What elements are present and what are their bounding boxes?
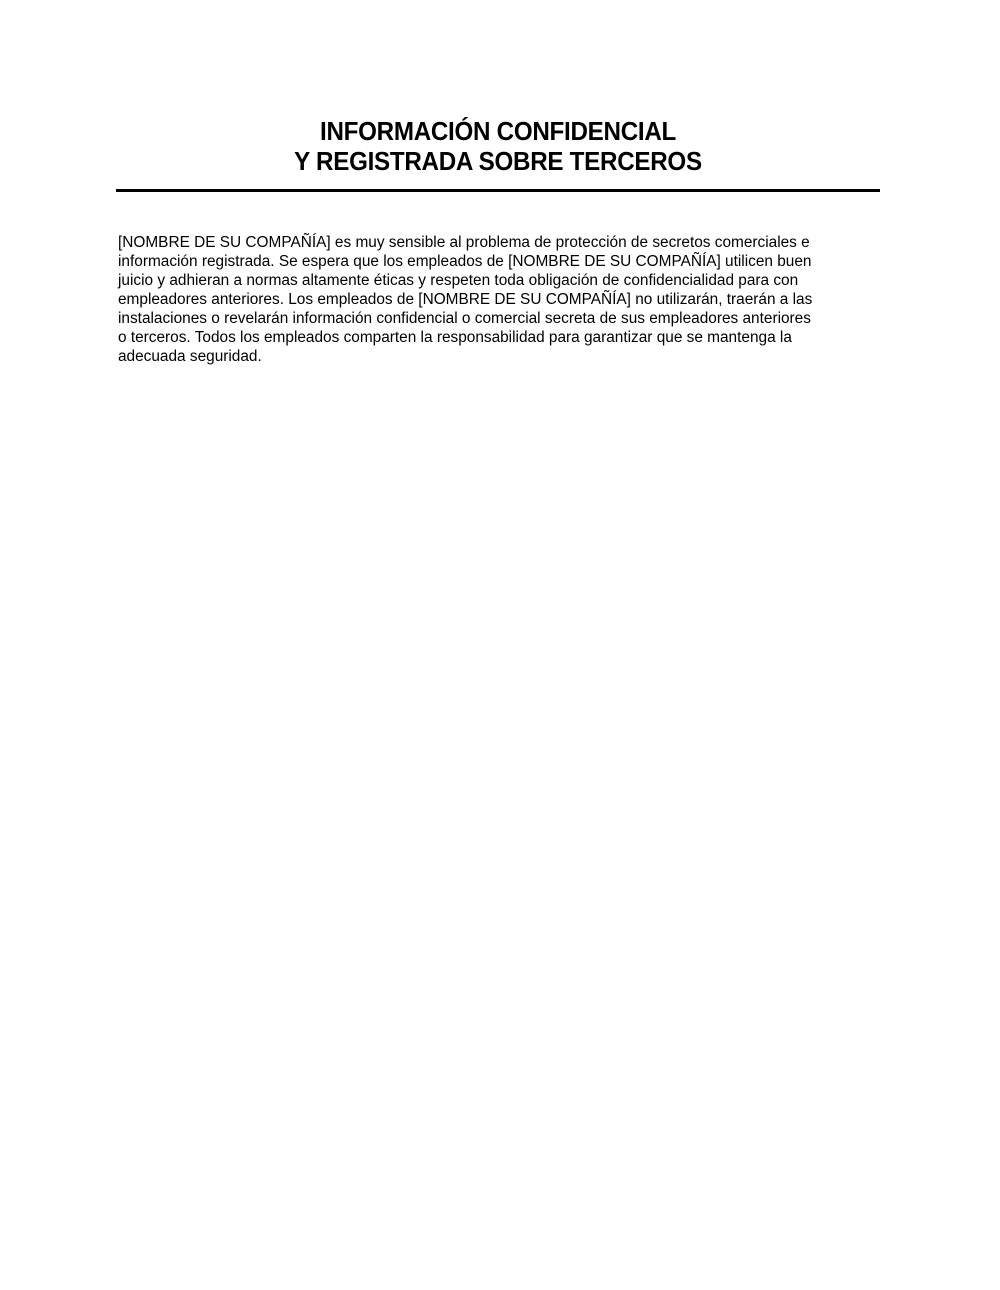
title-divider	[116, 189, 880, 192]
title-line-1: INFORMACIÓN CONFIDENCIAL	[320, 116, 676, 146]
body-line: [NOMBRE DE SU COMPAÑÍA] es muy sensible al problema de protección de secretos comerciales e	[118, 234, 810, 251]
body-line: juicio y adhieran a normas altamente éticas y respeten toda obligación de confidencialidad para con	[118, 272, 799, 289]
document-title	[116, 116, 880, 176]
body-line: información registrada. Se espera que los empleados de [NOMBRE DE SU COMPAÑÍA] utilicen buen	[118, 253, 812, 270]
title-line-2: Y REGISTRADA SOBRE TERCEROS	[294, 146, 702, 176]
body-line: o terceros. Todos los empleados comparten la responsabilidad para garantizar que se mantenga la	[118, 329, 792, 346]
body-line: instalaciones o revelarán información confidencial o comercial secreta de sus empleadores anteriores	[118, 310, 811, 327]
body-line: adecuada seguridad.	[118, 348, 262, 365]
body-line: empleadores anteriores. Los empleados de [NOMBRE DE SU COMPAÑÍA] no utilizarán, traerán a las	[118, 291, 813, 308]
body-paragraph	[118, 233, 878, 366]
